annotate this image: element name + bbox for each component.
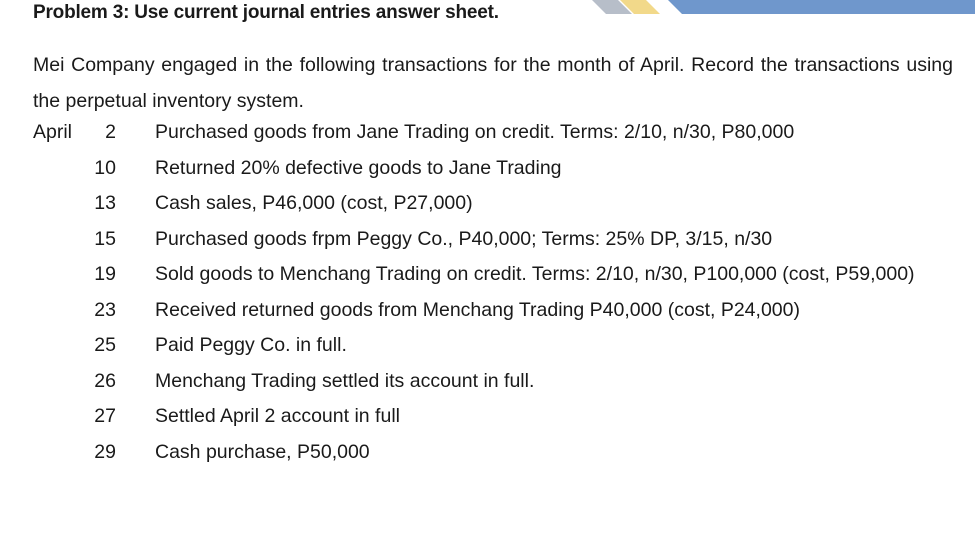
decor-blue-band	[668, 0, 975, 14]
transaction-day: 15	[94, 228, 116, 250]
transaction-text: Returned 20% defective goods to Jane Trading	[155, 157, 562, 179]
transaction-day: 26	[94, 370, 116, 392]
transaction-day: 10	[94, 157, 116, 179]
transaction-day: 2	[105, 121, 116, 143]
transaction-text: Cash purchase, P50,000	[155, 441, 370, 463]
transaction-text: Received returned goods from Menchang Trading P40,000 (cost, P24,000)	[155, 299, 800, 321]
transaction-text: Paid Peggy Co. in full.	[155, 334, 347, 356]
transaction-text: Sold goods to Menchang Trading on credit. Terms: 2/10, n/30, P100,000 (cost, P59,000)	[155, 263, 915, 285]
transaction-text: Settled April 2 account in full	[155, 405, 400, 427]
transaction-text: Menchang Trading settled its account in full.	[155, 370, 535, 392]
transaction-text: Purchased goods frpm Peggy Co., P40,000; Terms: 25% DP, 3/15, n/30	[155, 228, 773, 250]
transaction-day: 25	[94, 334, 116, 356]
month-label: April	[33, 121, 73, 143]
transaction-day: 27	[94, 405, 116, 427]
transaction-text: Cash sales, P46,000 (cost, P27,000)	[155, 192, 473, 214]
problem-intro: Mei Company engaged in the following transactions for the month of April. Record the transactions using the perpetual inventory system.	[33, 54, 953, 112]
transaction-day: 13	[94, 192, 116, 214]
transaction-day: 23	[94, 299, 116, 321]
problem-title: Problem 3: Use current journal entries answer sheet.	[33, 2, 499, 23]
transaction-day: 19	[94, 263, 116, 285]
transaction-day: 29	[94, 441, 116, 463]
transaction-text: Purchased goods from Jane Trading on credit. Terms: 2/10, n/30, P80,000	[155, 121, 795, 143]
